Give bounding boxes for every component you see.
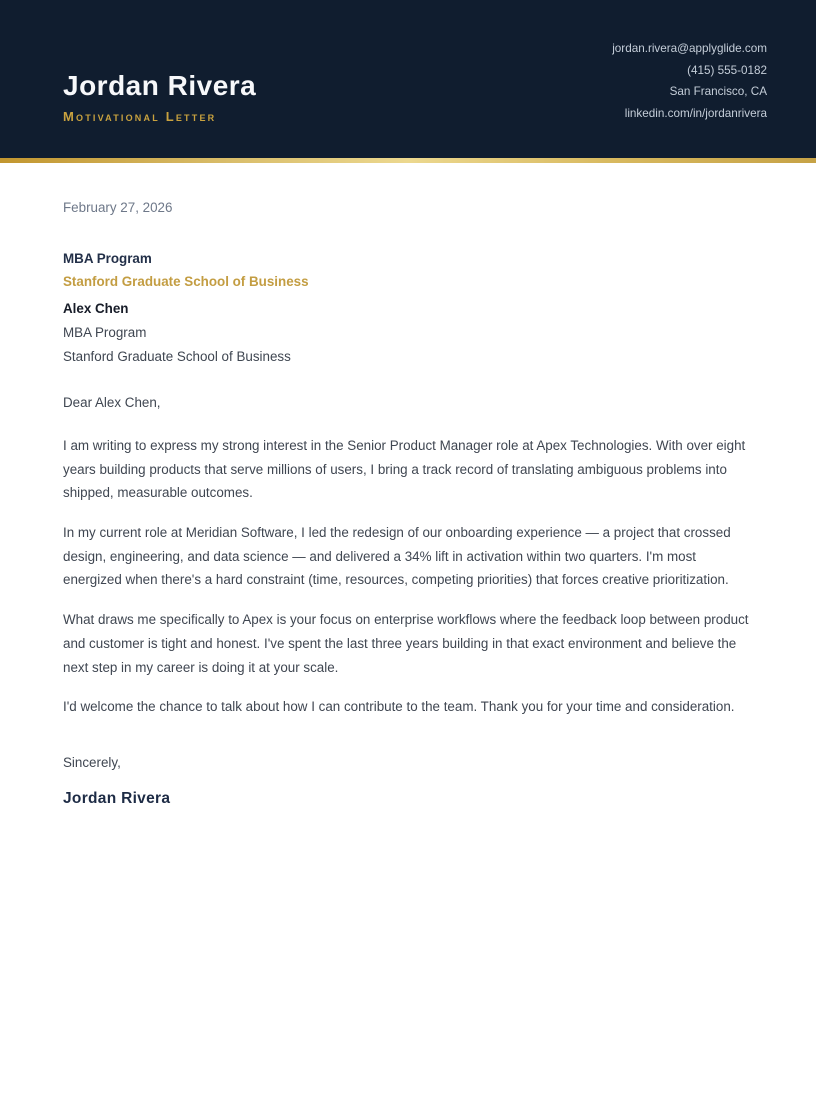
name-block bbox=[63, 71, 256, 158]
letter-body bbox=[0, 196, 816, 811]
contact-linkedin: linkedin.com/in/jordanrivera bbox=[624, 107, 767, 121]
contact-location: San Francisco, CA bbox=[669, 85, 767, 99]
signature-name: Jordan Rivera bbox=[63, 789, 171, 807]
document-subtitle: Motivational Letter bbox=[63, 108, 217, 124]
salutation: Dear Alex Chen, bbox=[63, 395, 161, 411]
recipient-school: Stanford Graduate School of Business bbox=[63, 348, 291, 364]
letter-date: February 27, 2026 bbox=[63, 200, 173, 215]
closing: Sincerely, bbox=[63, 754, 121, 770]
recipient-role: MBA Program bbox=[63, 324, 147, 340]
paragraph-experience: In my current role at Meridian Software, I led the redesign of our onboarding experience — a project that crossed design, engineering, and data science — and delivered a 34% lift in activation within two quarters. I'm most energized when there's a hard constraint (time, resources, competing priorities) that forces creative prioritization. bbox=[63, 525, 731, 588]
recipient-heading bbox=[63, 247, 753, 294]
paragraph-intro: I am writing to express my strong interest in the Senior Product Manager role at Apex Technologies. With over eight years building products that serve millions of users, I bring a track record of translating ambiguous problems into shipped, measurable outcomes. bbox=[63, 437, 746, 501]
person-name: Jordan Rivera bbox=[63, 70, 257, 101]
paragraph-thanks: I'd welcome the chance to talk about how I can contribute to the team. Thank you for your time and consideration. bbox=[63, 699, 735, 715]
gold-divider bbox=[0, 158, 816, 163]
paragraph-motivation: What draws me specifically to Apex is your focus on enterprise workflows where the feedback loop between product and customer is tight and honest. I've spent the last three years building in that exact environment and believe the next step in my career is doing it at your scale. bbox=[63, 612, 749, 675]
letter-header bbox=[0, 0, 816, 158]
recipient-name: Alex Chen bbox=[63, 301, 129, 317]
contact-phone: (415) 555-0182 bbox=[687, 63, 767, 77]
contact-block bbox=[612, 38, 767, 158]
contact-email: jordan.rivera@applyglide.com bbox=[612, 42, 767, 55]
recipient-org-title: MBA Program bbox=[63, 250, 152, 266]
recipient-org-name: Stanford Graduate School of Business bbox=[63, 274, 309, 290]
recipient-detail bbox=[63, 297, 753, 368]
